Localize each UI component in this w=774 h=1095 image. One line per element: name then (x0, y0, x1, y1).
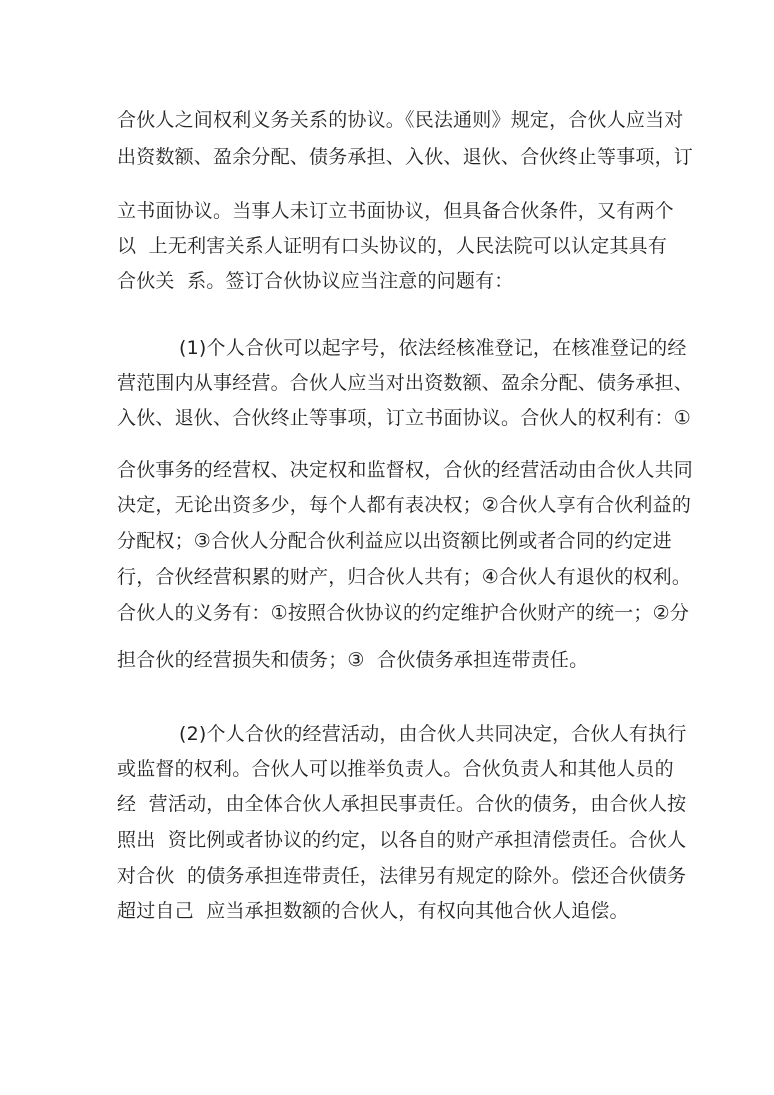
section1-line-6: 分配权；③合伙人分配合伙利益应以出资额比例或者合同的约定进 (117, 530, 672, 552)
section2-line-2: 或监督的权利。合伙人可以推举负责人。合伙负责人和其他人员的 (117, 758, 674, 780)
section2-line-1: (2)个人合伙的经营活动，由合伙人共同决定，合伙人有执行 (179, 723, 687, 745)
intro-line-3: 立书面协议。当事人未订立书面协议，但具备合伙条件，又有两个 (117, 200, 674, 222)
section2-line-4: 照出 资比例或者协议的约定，以各自的财产承担清偿责任。合伙人 (117, 829, 687, 851)
intro-line-4: 以 上无利害关系人证明有口头协议的，人民法院可以认定其具有 (117, 235, 668, 257)
intro-line-5: 合伙关 系。签订合伙协议应当注意的问题有： (117, 270, 514, 292)
section1-line-7: 行，合伙经营积累的财产，归合伙人共有；④合伙人有退伙的权利。 (117, 566, 692, 588)
section1-line-5: 决定，无论出资多少，每个人都有表决权；②合伙人享有合伙利益的 (117, 494, 692, 516)
section1-line-4: 合伙事务的经营权、决定权和监督权，合伙的经营活动由合伙人共同 (117, 459, 694, 481)
section1-line-1: (1)个人合伙可以起字号，依法经核准登记，在核准登记的经 (179, 337, 687, 359)
intro-line-1: 合伙人之间权利义务关系的协议。《民法通则》规定，合伙人应当对 (117, 109, 684, 131)
section1-line-2: 营范围内从事经营。合伙人应当对出资数额、盈余分配、债务承担、 (117, 372, 694, 394)
section1-line-8: 合伙人的义务有：①按照合伙协议的约定维护合伙财产的统一；②分 (117, 602, 690, 624)
section2-line-5: 对合伙 的债务承担连带责任，法律另有规定的除外。偿还合伙债务 (117, 865, 687, 887)
intro-line-2: 出资数额、盈余分配、债务承担、入伙、退伙、合伙终止等事项，订 (117, 146, 694, 168)
section1-line-3: 入伙、退伙、合伙终止等事项，订立书面协议。合伙人的权利有：① (117, 407, 692, 429)
section2-line-3: 经 营活动，由全体合伙人承担民事责任。合伙的债务，由合伙人按 (117, 793, 687, 815)
section1-line-9: 担合伙的经营损失和债务；③ 合伙债务承担连带责任。 (117, 649, 589, 671)
section2-line-6: 超过自己 应当承担数额的合伙人，有权向其他合伙人追偿。 (117, 900, 629, 922)
